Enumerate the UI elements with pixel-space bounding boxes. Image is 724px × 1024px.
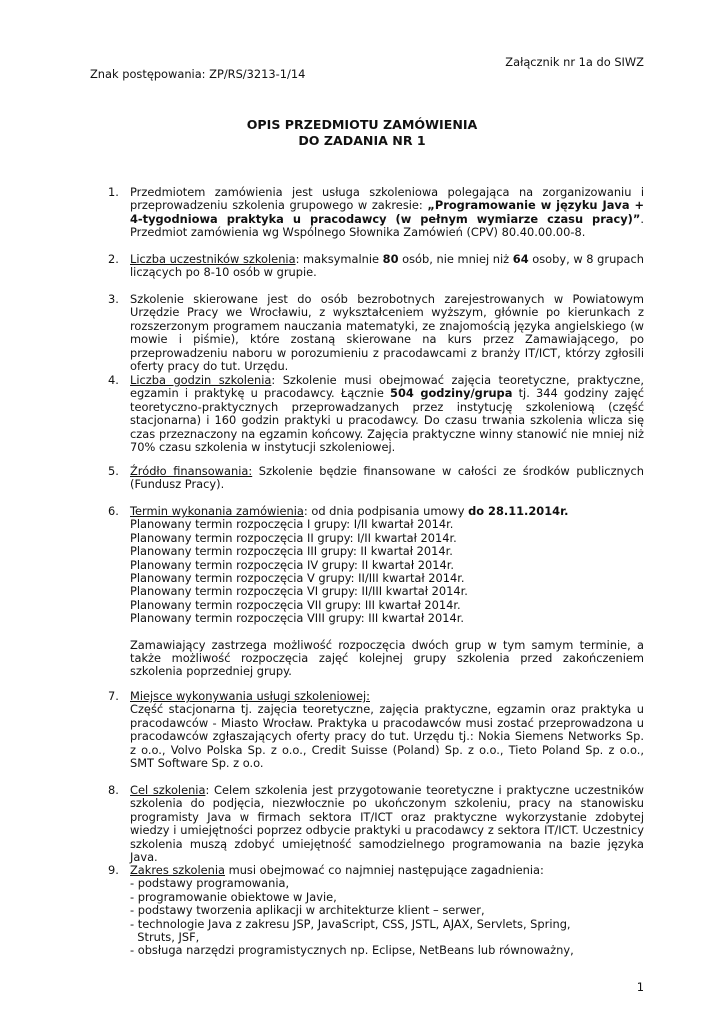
list-item-6 [108,505,644,679]
item-text: Szkolenie skierowane jest do osób bezrobotnych zarejestrowanych w Powiatowym Urzędzie Pracy we Wrocławiu, z wykształceniem wyższym, głównie po kierunkach z rozszerzonym programem nauczania matematyki, ze znajomością języka angielskiego (w mowie i piśmie), które zostaną skierowane na kurs przez Zamawiającego, po przeprowadzeniu naboru w porozumieniu z pracodawcami z branży IT/ICT, którzy zgłosili oferty pracy do tut. Urzędu. [130,292,644,374]
list-item-5 [108,465,644,492]
section-heading: Liczba uczestników szkolenia [130,252,296,266]
item-text: Źródło finansowania: Szkolenie będzie finansowane w całości ze środków publicznych (Fundusz Pracy). [130,464,644,492]
list-item-4 [108,374,644,454]
item-text: Termin wykonania zamówienia: od dnia podpisania umowy do 28.11.2014r. Planowany termin rozpoczęcia I grupy: I/II kwartał 2014r. Planowany termin rozpoczęcia II grupy: I/II kwartał 2014r. Planowany termin rozpoczęcia III grupy: II kwartał 2014r. Planowany termin rozpoczęcia IV grupy: II kwartał 2014r. Planowany termin rozpoczęcia V grupy: II/III kwartał 2014r. Planowany termin rozpoczęcia VI grupy: II/III kwartał 2014r. Planowany termin rozpoczęcia VII grupy: III kwartał 2014r. Planowany termin rozpoczęcia VIII grupy: III kwartał 2014r. Zamawiający zastrzega możliwość rozpoczęcia dwóch grup w tym samym terminie, a także możliwość rozpoczęcia zajęć kolejnej grupy szkolenia przed zakończeniem szkolenia poprzedniej grupy. [130,504,644,679]
schedule-line: Planowany termin rozpoczęcia I grupy: I/II kwartał 2014r. [130,517,454,532]
scope-item: - programowanie obiektowe w Javie, [130,889,337,904]
item-number: 8. [108,783,119,797]
scope-item: Struts, JSF, [130,930,200,945]
item-number: 2. [108,252,119,266]
schedule-line: Planowany termin rozpoczęcia II grupy: I/II kwartał 2014r. [130,530,457,545]
item-text: Miejsce wykonywania usługi szkoleniowej: Część stacjonarna tj. zajęcia teoretyczne, zajęcia praktyczne, egzamin oraz praktyka u pracodawców - Miasto Wrocław. Praktyka u pracodawców musi zostać przeprowadzona u pracodawców zgłaszających oferty pracy do tut. Urzędu tj.: Nokia Siemens Networks Sp. z o.o., Volvo Polska Sp. z o.o., Credit Suisse (Poland) Sp. z o.o., Tieto Poland Sp. z o.o., SMT Software Sp. z o.o. [130,689,644,771]
list-item-1 [108,186,644,240]
section-heading: Źródło finansowania: [130,464,253,478]
training-name: „Programowanie w języku Java + 4-tygodniowa praktyka u pracodawcy (w pełnym wymiarze czasu pracy)” [130,198,644,226]
section-heading: Zakres szkolenia [130,863,225,877]
scope-item: - podstawy programowania, [130,876,290,891]
item-text: Liczba uczestników szkolenia: maksymalnie 80 osób, nie mniej niż 64 osoby, w 8 grupach liczących po 8-10 osób w grupie. [130,252,644,280]
item-number: 3. [108,292,119,306]
attachment-note: Załącznik nr 1a do SIWZ [505,55,644,69]
section-heading: Cel szkolenia [130,783,206,797]
page-number: 1 [636,980,644,994]
section-heading: Miejsce wykonywania usługi szkoleniowej: [130,689,370,703]
title-line-2: DO ZADANIA NR 1 [298,133,426,148]
list-item-2 [108,253,644,280]
title-line-1: OPIS PRZEDMIOTU ZAMÓWIENIA [246,117,478,132]
schedule-line: Planowany termin rozpoczęcia III grupy: II kwartał 2014r. [130,544,453,559]
scope-item: - podstawy tworzenia aplikacji w architekturze klient – serwer, [130,903,485,918]
item-text: Liczba godzin szkolenia: Szkolenie musi obejmować zajęcia teoretyczne, praktyczne, egzamin i praktykę u pracodawcy. Łącznie 504 godziny/grupa tj. 344 godziny zajęć teoretyczno-praktycznych przeprowadzanych przez instytucję szkoleniową (część stacjonarna) i 160 godzin praktyki u pracodawcy. Do czasu trwania szkolenia wlicza się czas przeznaczony na egzamin końcowy. Zajęcia praktyczne winny stanowić nie mniej niż 70% czasu szkolenia w instytucji szkoleniowej. [130,373,644,455]
schedule-line: Planowany termin rozpoczęcia VI grupy: II/III kwartał 2014r. [130,584,468,599]
scope-item: - obsługa narzędzi programistycznych np. Eclipse, NetBeans lub równoważny, [130,943,574,958]
scope-item: - technologie Java z zakresu JSP, JavaScript, CSS, JSTL, AJAX, Servlets, Spring, [130,916,571,931]
reference-number: Znak postępowania: ZP/RS/3213-1/14 [90,67,306,81]
item-number: 5. [108,464,119,478]
page-title [0,117,724,149]
item-text: Zakres szkolenia musi obejmować co najmniej następujące zagadnienia: - podstawy programowania, - programowanie obiektowe w Javie, - podstawy tworzenia aplikacji w architekturze klient – serwer, - technologie Java z zakresu JSP, JavaScript, CSS, JSTL, AJAX, Servlets, Spring, Struts, JSF, - obsługa narzędzi programistycznych np. Eclipse, NetBeans lub równoważny, [130,864,644,958]
list-item-3 [108,293,644,373]
list-item-8 [108,784,644,864]
schedule-line: Planowany termin rozpoczęcia VII grupy: III kwartał 2014r. [130,597,461,612]
item-text: Przedmiotem zamówienia jest usługa szkoleniowa polegająca na zorganizowaniu i przeprowadzeniu szkolenia grupowego w zakresie: „Programowanie w języku Java + 4-tygodniowa praktyka u pracodawcy (w pełnym wymiarze czasu pracy)”. Przedmiot zamówienia wg Wspólnego Słownika Zamówień (CPV) 80.40.00.00-8. [130,185,644,240]
item-number: 4. [108,373,119,387]
item-number: 1. [108,185,119,199]
item-number: 7. [108,689,119,703]
schedule-line: Planowany termin rozpoczęcia V grupy: II/III kwartał 2014r. [130,571,465,586]
schedule-line: Planowany termin rozpoczęcia IV grupy: II kwartał 2014r. [130,557,454,572]
list-item-7 [108,690,644,770]
item-number: 6. [108,504,119,518]
item-number: 9. [108,863,119,877]
section-heading: Liczba godzin szkolenia [130,373,272,387]
item-text: Cel szkolenia: Celem szkolenia jest przygotowanie teoretyczne i praktyczne uczestników szkolenia do podjęcia, niezwłocznie po ukończonym szkoleniu, pracy na stanowisku programisty Java w firmach sektora IT/ICT oraz praktyczne wykorzystanie zdobytej wiedzy i umiejętności poprzez odbycie praktyki u pracodawcy z sektora IT/ICT. Uczestnicy szkolenia muszą zdobyć umiejętność samodzielnego programowania na bazie języka Java. [130,783,644,865]
schedule-note: Zamawiający zastrzega możliwość rozpoczęcia dwóch grup w tym samym terminie, a także możliwość rozpoczęcia zajęć kolejnej grupy szkolenia przed zakończeniem szkolenia poprzedniej grupy. [130,637,644,679]
section-heading: Termin wykonania zamówienia [130,504,304,518]
schedule-line: Planowany termin rozpoczęcia VIII grupy: III kwartał 2014r. [130,611,465,626]
list-item-9 [108,864,644,958]
